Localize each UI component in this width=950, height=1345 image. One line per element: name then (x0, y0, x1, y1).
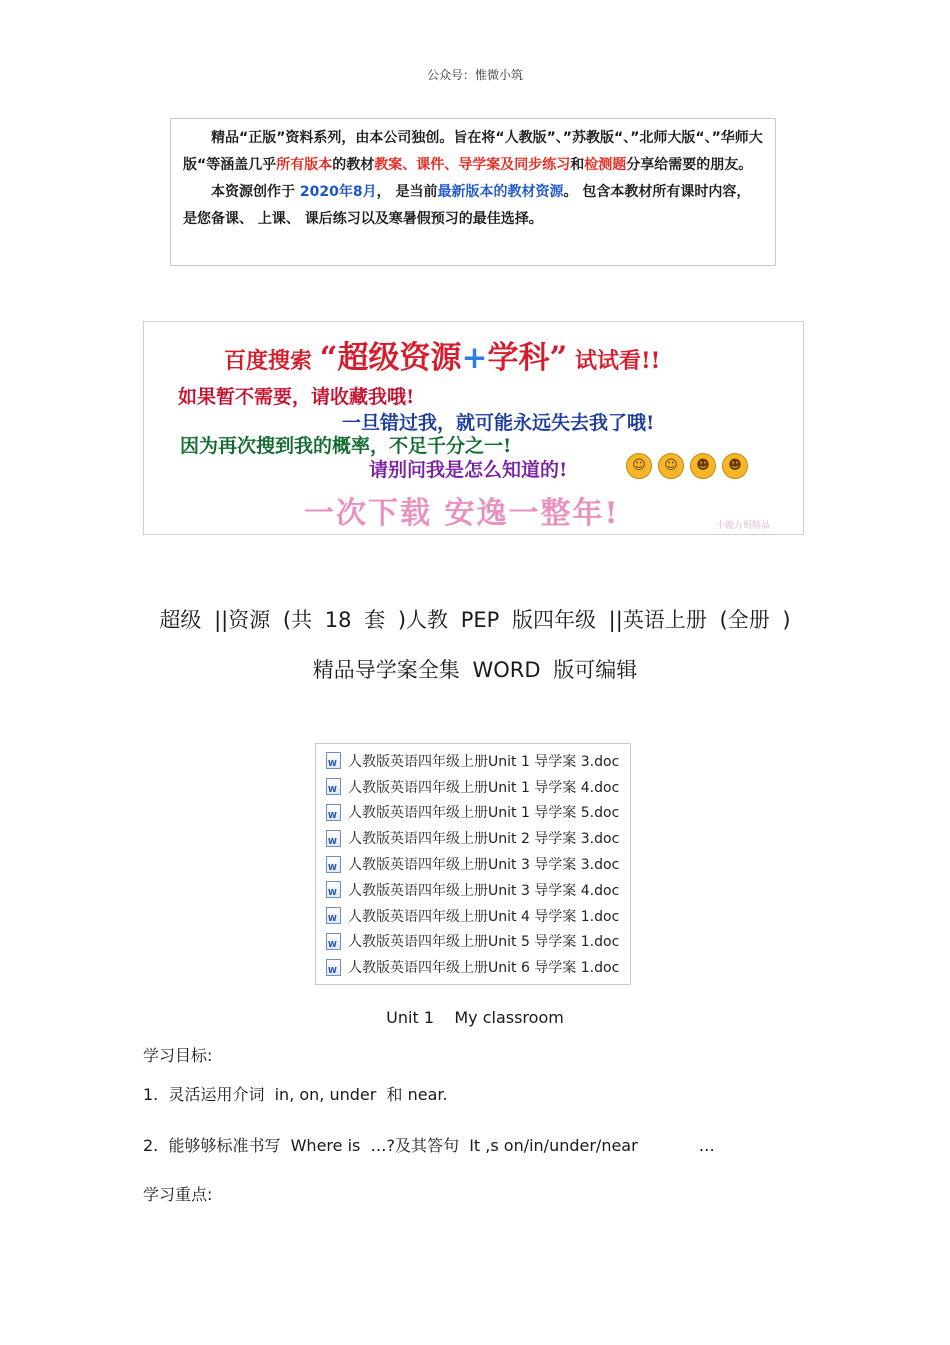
goal-item-1: 1. 灵活运用介词 in, on, under 和 near. (143, 1085, 448, 1104)
laughing-emoji-icon: ☺ (626, 453, 652, 479)
file-item[interactable] (316, 954, 630, 980)
file-name: 人教版英语四年级上册Unit 1 导学案 5.doc (348, 805, 620, 822)
word-doc-icon (326, 778, 341, 795)
file-item[interactable] (316, 774, 630, 800)
laughing-emoji-icon: ☺ (658, 453, 684, 479)
document-title-line-1: 超级 ||资源 (共 18 套 )人教 PEP 版四年级 ||英语上册 (全册 ) (159, 608, 791, 632)
file-name: 人教版英语四年级上册Unit 2 导学案 3.doc (348, 831, 620, 848)
promo-slogan: 一次下载 安逸一整年! (304, 496, 620, 531)
promo-search-line (224, 332, 660, 377)
file-name: 人教版英语四年级上册Unit 3 导学案 4.doc (348, 882, 620, 899)
intro-highlight: 最新版本的教材资源 (437, 184, 564, 200)
intro-date: 2020年8月 (299, 184, 377, 200)
goal-item-2: 2. 能够够标准书写 Where is …?及其答句 It ,s on/in/under/near … (143, 1136, 715, 1155)
file-name: 人教版英语四年级上册Unit 3 导学案 3.doc (348, 857, 620, 874)
file-item[interactable] (316, 851, 630, 877)
intro-highlight: 教案、课件、导学案及同步练习 (374, 157, 571, 173)
grinning-emoji-icon: ☻ (722, 453, 748, 479)
intro-text: ， 是当前 (376, 184, 438, 200)
key-points-label: 学习重点: (143, 1185, 213, 1204)
file-name: 人教版英语四年级上册Unit 1 导学案 4.doc (348, 779, 620, 796)
promo-search-term-2: 学科” (487, 340, 568, 376)
word-doc-icon (326, 856, 341, 873)
promo-signature: 小鹿方妈特品 (716, 521, 771, 531)
promo-search-term: “超级资源 (319, 340, 462, 376)
intro-text: 分享给需要的朋友。 (626, 157, 753, 173)
file-name: 人教版英语四年级上册Unit 4 导学案 1.doc (348, 908, 620, 925)
promo-line-4: 请别问我是怎么知道的! (369, 459, 568, 481)
grinning-emoji-icon: ☻ (690, 453, 716, 479)
promo-emojis (626, 453, 754, 479)
intro-paragraph-1 (183, 125, 765, 179)
word-doc-icon (326, 933, 341, 950)
file-item[interactable] (316, 748, 630, 774)
file-name: 人教版英语四年级上册Unit 5 导学案 1.doc (348, 934, 620, 951)
word-doc-icon (326, 752, 341, 769)
unit-title: Unit 1 My classroom (386, 1008, 564, 1027)
promo-line-2: 一旦错过我，就可能永远失去我了哦! (342, 412, 655, 434)
word-doc-icon (326, 907, 341, 924)
promo-search-suffix: 试试看!! (567, 348, 661, 374)
promo-line-3: 因为再次搜到我的概率，不足千分之一! (180, 435, 512, 457)
intro-highlight: 检测题 (584, 157, 627, 173)
wechat-header: 公众号：惟微小筑 (426, 68, 523, 82)
file-item[interactable] (316, 877, 630, 903)
promo-search-prefix: 百度搜索 (224, 348, 320, 374)
document-title-line-2: 精品导学案全集 WORD 版可编辑 (312, 658, 638, 682)
word-doc-icon (326, 804, 341, 821)
file-name: 人教版英语四年级上册Unit 6 导学案 1.doc (348, 960, 620, 977)
promo-banner (143, 321, 804, 535)
file-item[interactable] (316, 903, 630, 929)
file-name: 人教版英语四年级上册Unit 1 导学案 3.doc (348, 753, 620, 770)
word-doc-icon (326, 959, 341, 976)
intro-text: 的教材 (332, 157, 375, 173)
promo-plus: + (461, 340, 488, 376)
intro-text: 和 (570, 157, 585, 173)
intro-highlight: 所有版本 (276, 157, 333, 173)
goals-label: 学习目标: (143, 1046, 213, 1065)
word-doc-icon (326, 830, 341, 847)
promo-line-1: 如果暂不需要，请收藏我哦! (178, 386, 415, 408)
intro-box (170, 118, 776, 266)
file-item[interactable] (316, 929, 630, 955)
intro-text: 。 包含本教材所有课时内容， 是您备课、 上课、 课后练习以及寒暑假预习的最佳选择。 (183, 184, 751, 227)
word-doc-icon (326, 881, 341, 898)
file-list (315, 743, 631, 985)
intro-text: 精品“正版”资料系列，由本公司独创。旨在将“人教版”、”苏教版“、”北师大版“、”华师大版“等涵盖几乎 (183, 130, 763, 173)
intro-paragraph-2 (183, 179, 765, 233)
file-item[interactable] (316, 825, 630, 851)
file-item[interactable] (316, 800, 630, 826)
intro-text: 本资源创作于 (211, 184, 300, 200)
